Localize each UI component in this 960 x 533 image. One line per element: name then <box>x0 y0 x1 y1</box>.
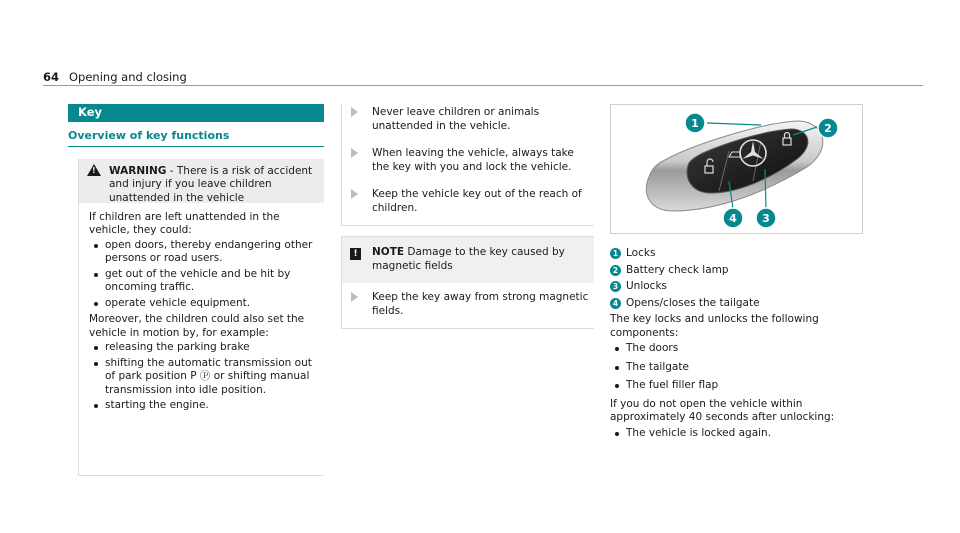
callout-number: 2 <box>824 122 832 135</box>
warning-label: WARNING <box>109 164 167 177</box>
list-item: shifting the automatic transmission out of park position P Ⓟ or shifting manual transmission into idle position. <box>89 357 318 398</box>
list-item: releasing the parking brake <box>89 341 318 355</box>
list-item: The vehicle is locked again. <box>610 427 870 441</box>
list-item: The fuel filler flap <box>610 379 870 393</box>
warning-intro: If children are left unattended in the vehicle, they could: <box>89 210 280 236</box>
callout-marker <box>818 118 838 138</box>
risk-list <box>89 239 318 311</box>
section-subtitle: Overview of key functions <box>68 129 324 147</box>
relock-intro: If you do not open the vehicle within approximately 40 seconds after unlocking: <box>610 397 835 423</box>
legend-item <box>610 247 870 261</box>
step-item <box>342 283 594 328</box>
legend-number: 2 <box>610 265 621 276</box>
car-key-illustration <box>611 105 862 233</box>
component-list <box>610 342 870 393</box>
callout-number: 4 <box>729 212 737 225</box>
list-item: open doors, thereby endangering other persons or road users. <box>89 239 318 266</box>
callout-marker <box>685 113 705 133</box>
warning-body <box>79 203 324 413</box>
relock-list <box>610 427 870 441</box>
list-item: The tailgate <box>610 361 870 375</box>
step-item <box>342 106 594 147</box>
legend-item <box>610 280 870 294</box>
legend-number: 4 <box>610 298 621 309</box>
legend-text: Battery check lamp <box>626 263 729 276</box>
warning-header <box>79 159 324 203</box>
step-text: Keep the vehicle key out of the reach of children. <box>372 188 582 214</box>
note-label: NOTE <box>372 246 405 258</box>
warning-triangle-icon <box>87 164 101 176</box>
list-item: operate vehicle equipment. <box>89 297 318 311</box>
step-text: When leaving the vehicle, always take the key with you and lock the vehicle. <box>372 147 574 173</box>
legend-item <box>610 297 870 311</box>
warning-message: - There is a risk of accident and injury if you leave children unattended in the vehicle <box>109 164 313 204</box>
page-number: 64 <box>43 70 60 84</box>
arrow-right-icon <box>351 292 358 302</box>
legend-number: 3 <box>610 281 621 292</box>
callout-line <box>707 123 761 125</box>
figure-legend <box>610 247 870 310</box>
list-item: The doors <box>610 342 870 356</box>
warning-text <box>109 165 318 206</box>
column-instructions <box>341 104 594 329</box>
arrow-right-icon <box>351 189 358 199</box>
step-text: Never leave children or animals unattended in the vehicle. <box>372 106 540 132</box>
list-item: get out of the vehicle and be hit by oncoming traffic. <box>89 268 318 295</box>
legend-text: Locks <box>626 247 656 259</box>
arrow-right-icon <box>351 148 358 158</box>
key-figure <box>610 104 863 234</box>
page-header <box>43 66 923 86</box>
step-item <box>342 147 594 188</box>
callout-marker <box>756 208 776 228</box>
column-warning <box>68 104 324 476</box>
callout-number: 3 <box>762 212 770 225</box>
note-header <box>342 237 594 283</box>
example-list <box>89 341 318 413</box>
key-face <box>687 129 808 193</box>
section-title: Key <box>68 104 324 122</box>
arrow-right-icon <box>351 107 358 117</box>
column-key-figure <box>610 104 870 445</box>
chapter-title: Opening and closing <box>69 70 187 84</box>
callout-marker <box>723 208 743 228</box>
exclamation-icon: ! <box>350 248 361 260</box>
warning-more: Moreover, the children could also set the vehicle in motion by, for example: <box>89 313 305 339</box>
legend-number: 1 <box>610 248 621 259</box>
step-item <box>342 188 594 225</box>
note-message: Damage to the key caused by magnetic fields <box>372 246 565 272</box>
step-text: Keep the key away from strong magnetic fields. <box>372 291 589 317</box>
warning-box <box>78 159 324 476</box>
steps-box <box>341 104 594 226</box>
note-box <box>341 236 594 329</box>
legend-text: Opens/closes the tailgate <box>626 296 760 309</box>
legend-text: Unlocks <box>626 280 668 292</box>
legend-item <box>610 264 870 278</box>
callout-number: 1 <box>691 117 699 130</box>
components-intro: The key locks and unlocks the following components: <box>610 313 819 339</box>
list-item: starting the engine. <box>89 399 318 413</box>
